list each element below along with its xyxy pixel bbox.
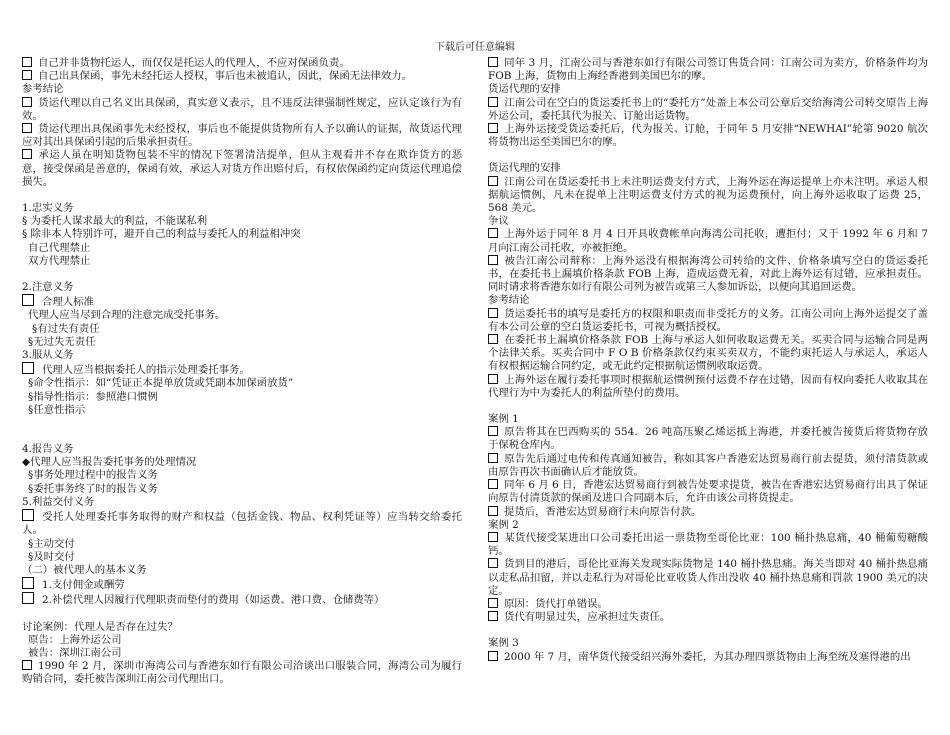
paragraph-text: （二）被代理人的基本义务 [22,563,147,576]
paragraph-text: 被告江南公司辩称：上海外运没有根据海湾公司转给的文件、价格条填写空白的货运委托书，在委托书上漏填价格条款 FOB 上海，造成运费无着，对此上海外运有过错，应承担责任。同时请求将香港东如行有限公司列为被告或第三人参加诉讼，以便向其追回运费。 [488,254,928,294]
paragraph-text: 在委托书上漏填价格条款 FOB 上海与承运人如何收取运费无关。买卖合同与运输合同是两个法律关系。买卖合同中 F O B 价格条款仅约束买卖双方，不能约束托运人与承运人，承运人有权根据运输合同约定，或无此约定根据航运惯例收取运费。 [488,334,928,373]
paragraph-text: 2000 年 7 月，南华货代接受绍兴海外委托，为其办理四票货物由上海至统及塞得港的出 [504,650,911,663]
paragraph-text: 受托人处理委托事务取得的财产和权益（包括金钱、物品、权利凭证等）应当转交给委托人。 [22,511,462,537]
paragraph-text: 原因：货代打单错误。 [504,597,608,610]
bullet-paragraph [488,479,928,505]
text-line [22,483,462,496]
square-bullet-icon [488,255,498,265]
bullet-paragraph [22,577,462,592]
bullet-paragraph [22,592,462,607]
paragraph-text: 货代有明显过失，应承担过失责任。 [504,611,671,624]
text-line [22,83,462,96]
paragraph-text: ◆代理人应当报告委托事务的处理情况 [22,456,197,469]
text-line [22,228,462,241]
text-line [22,336,462,349]
paragraph-text: 原告：上海外运公司 [28,633,122,646]
square-bullet-icon [488,611,498,621]
square-bullet-icon [488,308,498,318]
text-line [22,215,462,228]
bullet-paragraph [488,228,928,254]
bullet-paragraph [488,598,928,611]
text-line [488,294,928,307]
paragraph-text: 2.注意义务 [22,281,74,294]
paragraph-text: 自己并非货物托运人，而仅仅是托运人的代理人，不应对保函负责。 [38,57,350,69]
text-line [22,404,462,417]
paragraph-text: §及时交付 [28,550,75,563]
text-line [22,202,462,215]
text-line [22,538,462,551]
text-line [488,413,928,426]
paragraph-text: 自己出具保函，事先未经托运人授权，事后也未被追认，因此，保函无法律效力。 [38,70,413,83]
paragraph-text: 3.服从义务 [22,349,74,362]
page-header: 下载后可任意编辑 [435,42,515,53]
square-bullet-icon [22,362,34,374]
paragraph-text: §主动交付 [28,537,75,550]
square-bullet-icon [488,651,498,661]
bullet-paragraph [488,123,928,149]
text-line [22,349,462,362]
paragraph-text: 承运人虽在明知货物包装不牢的情况下签署清洁提单，但从主观看并不存在欺诈货方的恶意，接受保函是善意的，保函有效，承运人对货方作出赔付后，有权依保函约定向货运代理追偿损失。 [22,149,462,188]
text-line [22,621,462,634]
text-line [22,443,462,456]
text-line [22,634,462,647]
square-bullet-icon [488,334,498,344]
right-column [488,57,928,664]
square-bullet-icon [488,453,498,463]
square-bullet-icon [22,294,34,306]
spacer [22,189,462,202]
square-bullet-icon [22,509,34,521]
bullet-paragraph [22,294,462,309]
bullet-paragraph [488,374,928,400]
square-bullet-icon [488,506,498,516]
paragraph-text: 被告：深圳江南公司 [28,646,122,659]
square-bullet-icon [488,374,498,384]
paragraph-text: 案例 2 [488,518,519,531]
square-bullet-icon [488,479,498,489]
text-line [488,637,928,650]
spacer [22,268,462,281]
paragraph-text: 上海外运接受货运委托后，代为报关、订舱，于同年 5 月安排“NEWHAI”轮第 9020 航次将货物出运至美国巴尔的摩。 [488,123,928,149]
paragraph-text: § 为委托人谋求最大的利益，不能谋私利 [22,215,208,228]
paragraph-text: 货运代理的安排 [488,162,561,175]
paragraph-text: 1990 年 2 月，深圳市海湾公司与香港东如行有限公司洽谈出口服装合同，海湾公司为履行购销合同，委托被告深圳江南公司代理出口。 [22,660,462,686]
bullet-paragraph [488,558,928,598]
text-line [22,255,462,268]
square-bullet-icon [488,176,498,186]
paragraph-text: §无过失无责任 [28,335,96,348]
square-bullet-icon [488,426,498,436]
text-line [22,469,462,482]
paragraph-text: 货运代理以自己名义出具保函，真实意义表示，且不违反法律强制性规定，应认定该行为有效。 [22,96,462,122]
paragraph-text: 案例 3 [488,637,519,650]
square-bullet-icon [22,592,34,604]
paragraph-text: §命令性指示：如“凭证正本提单放货或凭副本加保函放货” [28,377,294,390]
paragraph-text: 上海外运于同年 8 月 4 日开具收费帐单向海湾公司托收，遭拒付；又于 1992 年 6 月和 7 月向江南公司托收，亦被拒绝。 [488,228,928,254]
text-line [488,215,928,228]
paragraph-text: 原告先后通过电传和传真通知被告，称如其客户香港宏达贸易商行前去提货，须付清货款或由原告再次书面确认后才能放货。 [488,452,928,478]
bullet-paragraph [488,611,928,624]
text-line [22,281,462,294]
text-line [22,377,462,390]
text-line [22,456,462,469]
bullet-paragraph [488,453,928,479]
bullet-paragraph [22,97,462,123]
paragraph-text: 江南公司在货运委托书上未注明运费支付方式，上海外运在海运提单上亦未注明。承运人根据航运惯例，凡未在提单上注明运费支付方式的视为运费预付，向上海外运收取了运费 25，568 美元。 [488,175,928,215]
square-bullet-icon [22,660,32,670]
paragraph-text: 货运代理出具保函事先未经授权，事后也不能提供货物所有人予以确认的证据，故货运代理应对其出具保函引起的后果承担责任。 [22,123,462,149]
paragraph-text: 合理人标准 [42,296,94,309]
bullet-paragraph [22,123,462,149]
text-line [22,391,462,404]
square-bullet-icon [488,123,498,133]
text-line [22,551,462,564]
paragraph-text: 争议 [488,215,509,228]
square-bullet-icon [488,57,498,67]
square-bullet-icon [22,149,32,159]
paragraph-text: 讨论案例：代理人是否存在过失？ [22,620,178,633]
bullet-paragraph [22,70,462,83]
square-bullet-icon [22,123,32,133]
bullet-paragraph [488,255,928,295]
paragraph-text: 参考结论 [488,294,530,307]
bullet-paragraph [488,532,928,558]
text-line [488,83,928,96]
square-bullet-icon [22,97,32,107]
square-bullet-icon [22,57,32,67]
bullet-paragraph [488,57,928,83]
square-bullet-icon [22,70,32,80]
text-line [488,162,928,175]
text-line [22,564,462,577]
bullet-paragraph [488,97,928,123]
spacer [22,608,462,621]
paragraph-text: 案例 1 [488,413,519,426]
paragraph-text: 上海外运在履行委托事项时根据航运惯例预付运费不存在过错，因而有权向委托人收取其在代理行为中为委托人的利益所垫付的费用。 [488,373,928,399]
bullet-paragraph [22,660,462,686]
paragraph-text: §事务处理过程中的报告义务 [28,469,158,482]
paragraph-text: 提货后，香港宏达贸易商行未向原告付款。 [504,505,702,518]
square-bullet-icon [22,577,34,589]
paragraph-text: 江南公司在空白的货运委托书上的“委托方”处盖上本公司公章后交给海湾公司转交原告上海外运公司，委托其代为报关、订舱出运货物。 [488,96,928,122]
bullet-paragraph [22,509,462,537]
spacer [488,149,928,162]
bullet-paragraph [488,334,928,374]
paragraph-text: § 除非本人特别许可，避开自己的利益与委托人的利益相冲突 [22,228,301,241]
paragraph-text: 代理人应当根据委托人的指示处理委托事务。 [42,364,250,377]
square-bullet-icon [488,558,498,568]
text-line [22,647,462,660]
paragraph-text: 双方代理禁止 [28,254,91,267]
paragraph-text: 同年 3 月，江南公司与香港东如行有限公司签订售货合同：江南公司为卖方，价格条件均为 FOB 上海，货物由上海经香港到美国巴尔的摩。 [488,57,928,83]
paragraph-text: 某货代接受某进出口公司委托出运一票货物至哥伦比亚：100 桶扑热息痛，40 桶葡萄糖酸钙。 [488,531,928,558]
bullet-paragraph [22,149,462,189]
paragraph-text: §有过失有责任 [32,322,100,335]
paragraph-text: 参考结论 [22,83,64,96]
text-line [22,242,462,255]
text-line [488,519,928,532]
spacer [488,400,928,413]
bullet-paragraph [22,57,462,70]
bullet-paragraph [488,426,928,452]
left-column [22,57,462,687]
spacer [22,417,462,443]
paragraph-text: 代理人应当尽到合理的注意完成受托事务。 [28,309,226,322]
paragraph-text: 货运代理的安排 [488,83,561,96]
bullet-paragraph [488,308,928,334]
paragraph-text: 5.利益交付义务 [22,495,95,508]
text-line [22,496,462,509]
bullet-paragraph [488,506,928,519]
bullet-paragraph [22,362,462,377]
paragraph-text: §任意性指示 [28,403,86,416]
paragraph-text: 4.报告义务 [22,443,74,456]
bullet-paragraph [488,651,928,664]
bullet-paragraph [488,176,928,216]
paragraph-text: 原告将其在巴西购买的 554．26 吨高压聚乙烯运抵上海港，并委托被告接货后将货物存放于保税仓库内。 [488,426,928,452]
paragraph-text: 自己代理禁止 [28,241,91,254]
spacer [488,624,928,637]
square-bullet-icon [488,532,498,542]
paragraph-text: §指导性指示：参照港口惯例 [28,390,158,403]
square-bullet-icon [488,97,498,107]
paragraph-text: 同年 6 月 6 日，香港宏达贸易商行到被告处要求提货，被告在香港宏达贸易商行出具了保证向原告付清货款的保函及进口合同副本后，允许由该公司将货提走。 [488,479,928,505]
paragraph-text: 货运委托书的填写是委托方的权限和职责而非受托方的义务。江南公司向上海外运提交了盖有本公司公章的空白货运委托书，可视为概括授权。 [488,307,928,333]
text-line [22,309,462,322]
square-bullet-icon [488,228,498,238]
paragraph-text: 2.补偿代理人因履行代理职责而垫付的费用（如运费、港口费、仓储费等） [42,594,385,607]
paragraph-text: 货到目的港后，哥伦比亚海关发现实际货物是 140 桶扑热息痛。海关当即对 40 桶扑热息痛以走私品扣留，并以走私行为对哥伦比亚收货人作出没收 40 桶扑热息痛和罚款 1900 美元的决定。 [488,558,928,597]
paragraph-text: 1.忠实义务 [22,202,74,215]
paragraph-text: §委托事务终了时的报告义务 [28,482,158,495]
paragraph-text: 1.支付佣金或酬劳 [42,579,125,592]
text-line [22,323,462,336]
square-bullet-icon [488,598,498,608]
